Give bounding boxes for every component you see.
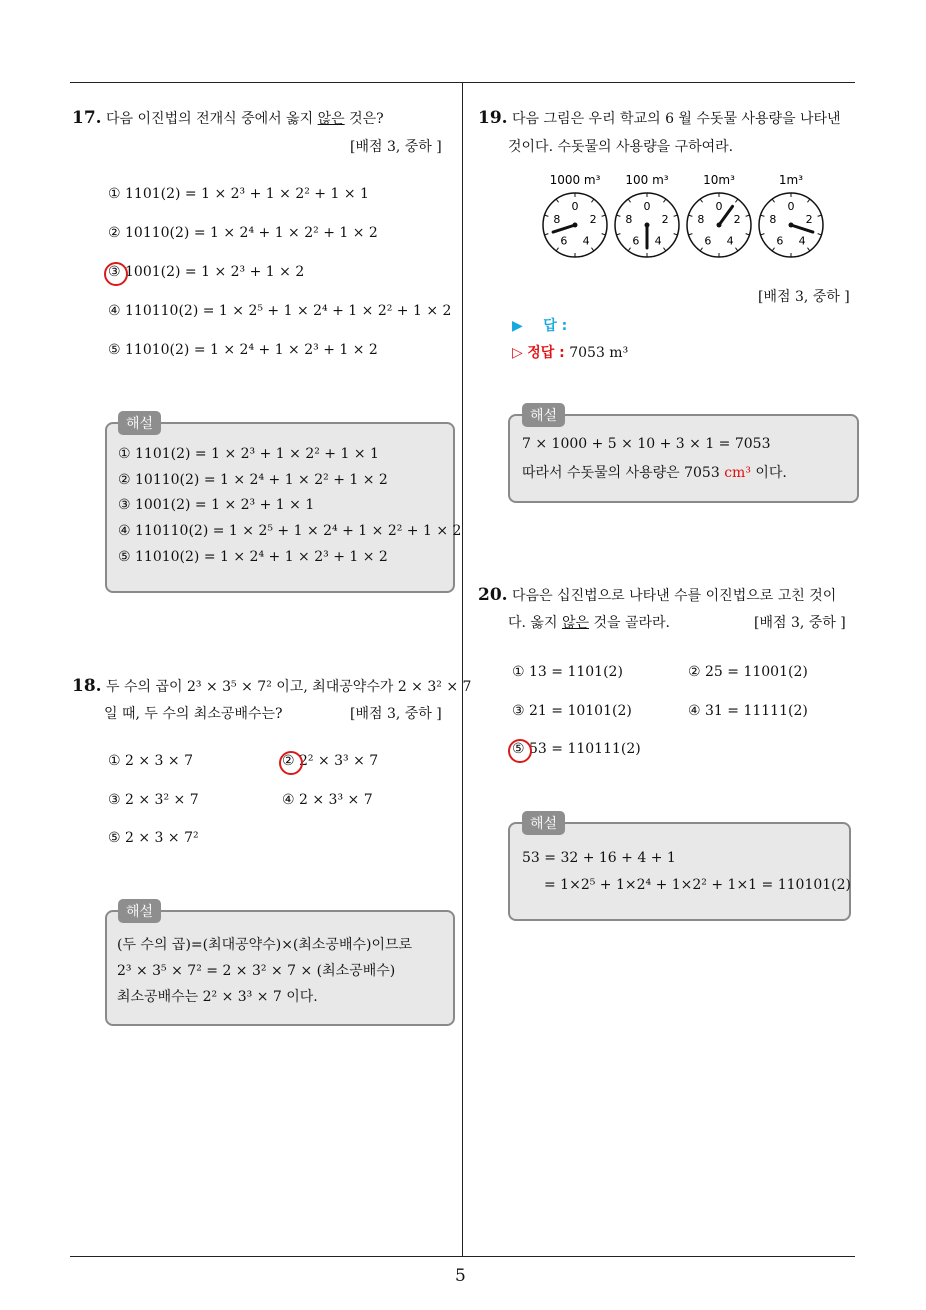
answer-row [512, 315, 567, 335]
option-1[interactable]: ① 1101(2) = 1 × 2³ + 1 × 2² + 1 × 1 [108, 186, 369, 202]
question-text-line2: 일 때, 두 수의 최소공배수는? [104, 706, 283, 722]
explanation-line: ① 1101(2) = 1 × 2³ + 1 × 2² + 1 × 1 [118, 446, 379, 462]
explanation-line: (두 수의 곱)=(최대공약수)×(최소공배수)이므로 [117, 937, 413, 953]
explanation-line: 2³ × 3⁵ × 7² = 2 × 3² × 7 × (최소공배수) [117, 963, 396, 979]
gauge-number: 8 [553, 213, 561, 227]
gauge-number: 2 [805, 213, 813, 227]
question-meta: [배점 3, 중하 ] [758, 289, 850, 305]
question-number: 19. [478, 108, 508, 128]
page-number: 5 [455, 1266, 466, 1286]
question-meta: [배점 3, 중하 ] [350, 706, 442, 722]
gauge-number: 2 [733, 213, 741, 227]
gauge-number: 6 [776, 234, 784, 248]
question-meta: [배점 3, 중하 ] [754, 615, 846, 631]
option-1[interactable]: ① 13 = 1101(2) [512, 664, 623, 680]
gauge-number: 8 [769, 213, 777, 227]
gauge-number: 0 [787, 200, 795, 213]
triangle-icon: ▷ [512, 345, 523, 361]
gauge-number: 2 [589, 213, 597, 227]
question-number: 18. [72, 676, 102, 696]
explanation-tab: 해설 [522, 811, 565, 835]
gauge-number: 4 [798, 234, 806, 248]
gauge-number: 0 [571, 200, 579, 213]
option-1[interactable]: ① 2 × 3 × 7 [108, 753, 193, 769]
option-4[interactable]: ④ 110110(2) = 1 × 2⁵ + 1 × 2⁴ + 1 × 2² + 1 × 2 [108, 303, 452, 319]
column-divider [462, 82, 463, 1257]
question-18 [72, 676, 471, 696]
question-text: 다음 그림은 우리 학교의 6 월 수돗물 사용량을 나타낸 [512, 111, 841, 127]
explanation-tab: 해설 [118, 899, 161, 923]
gauge-hub [645, 223, 650, 228]
explanation-line: ⑤ 11010(2) = 1 × 2⁴ + 1 × 2³ + 1 × 2 [118, 549, 388, 565]
gauge-number: 4 [654, 234, 662, 248]
answer-mark-circle [508, 739, 532, 763]
option-4[interactable]: ④ 31 = 11111(2) [688, 703, 808, 719]
correct-label: 정답 : [527, 345, 565, 361]
gauge-number: 6 [704, 234, 712, 248]
gauge-number: 6 [632, 234, 640, 248]
gauge-unit-label: 10m³ [703, 173, 735, 187]
option-2[interactable]: ② 25 = 11001(2) [688, 664, 808, 680]
option-3[interactable]: ③ 1001(2) = 1 × 2³ + 1 × 2 [108, 264, 305, 280]
question-number: 20. [478, 585, 508, 605]
gauge-number: 8 [697, 213, 705, 227]
question-20 [478, 585, 836, 605]
explanation-line: 7 × 1000 + 5 × 10 + 3 × 1 = 7053 [522, 436, 771, 452]
gauge-number: 0 [715, 200, 723, 213]
option-2[interactable]: ② 10110(2) = 1 × 2⁴ + 1 × 2² + 1 × 2 [108, 225, 378, 241]
option-5[interactable]: ⑤ 11010(2) = 1 × 2⁴ + 1 × 2³ + 1 × 2 [108, 342, 378, 358]
correct-answer-row [512, 342, 628, 362]
explanation-line: 53 = 32 + 16 + 4 + 1 [522, 850, 676, 866]
explanation-tab: 해설 [522, 403, 565, 427]
gauge-number: 4 [726, 234, 734, 248]
explanation-line: ③ 1001(2) = 1 × 2³ + 1 × 1 [118, 497, 315, 513]
option-5[interactable]: ⑤ 2 × 3 × 7² [108, 830, 199, 846]
gauge-unit-label: 1000 m³ [549, 173, 601, 187]
gauge-hub [717, 223, 722, 228]
answer-mark-circle [104, 262, 128, 286]
question-text-line2: 다. 옳지 않은 것을 골라라. [508, 615, 670, 631]
explanation-line: ④ 110110(2) = 1 × 2⁵ + 1 × 2⁴ + 1 × 2² + 1 × 2 [118, 523, 462, 539]
option-2[interactable]: ② 2² × 3³ × 7 [282, 753, 379, 769]
explanation-box [508, 414, 859, 503]
gauge-number: 0 [643, 200, 651, 213]
gauge-number: 4 [582, 234, 590, 248]
gauge-number: 2 [661, 213, 669, 227]
question-text: 다음 이진법의 전개식 중에서 옳지 않은 것은? [106, 111, 384, 127]
gauge-hub [573, 223, 578, 228]
option-3[interactable]: ③ 21 = 10101(2) [512, 703, 632, 719]
question-text: 다음은 십진법으로 나타낸 수를 이진법으로 고친 것이 [512, 588, 837, 604]
option-3[interactable]: ③ 2 × 3² × 7 [108, 792, 199, 808]
gauge-hub [789, 223, 794, 228]
arrow-icon: ▶ [512, 318, 523, 334]
option-4[interactable]: ④ 2 × 3³ × 7 [282, 792, 373, 808]
correct-value: 7053 m³ [569, 345, 629, 361]
explanation-line: ② 10110(2) = 1 × 2⁴ + 1 × 2² + 1 × 2 [118, 472, 388, 488]
question-number: 17. [72, 108, 102, 128]
question-meta: [배점 3, 중하 ] [350, 139, 442, 155]
gauge-number: 8 [625, 213, 633, 227]
question-19 [478, 108, 841, 128]
explanation-line: = 1×2⁵ + 1×2⁴ + 1×2² + 1×1 = 110101(2) [544, 877, 851, 893]
explanation-box [508, 822, 851, 921]
gauge-unit-label: 1m³ [778, 173, 804, 187]
question-text-line2: 것이다. 수돗물의 사용량을 구하여라. [508, 139, 734, 155]
gauge-number: 6 [560, 234, 568, 248]
explanation-line: 따라서 수돗물의 사용량은 7053 cm³ 이다. [522, 465, 787, 481]
question-17 [72, 108, 384, 128]
explanation-line: 최소공배수는 2² × 3³ × 7 이다. [117, 989, 318, 1005]
explanation-tab: 해설 [118, 411, 161, 435]
answer-mark-circle [279, 751, 303, 775]
question-text: 두 수의 곱이 2³ × 3⁵ × 7² 이고, 최대공약수가 2 × 3² × 7 [106, 679, 472, 695]
answer-label: 답 : [543, 318, 568, 334]
option-5[interactable]: ⑤ 53 = 110111(2) [512, 741, 641, 757]
gauge-unit-label: 100 m³ [625, 173, 669, 187]
water-meter-figure [535, 168, 835, 268]
